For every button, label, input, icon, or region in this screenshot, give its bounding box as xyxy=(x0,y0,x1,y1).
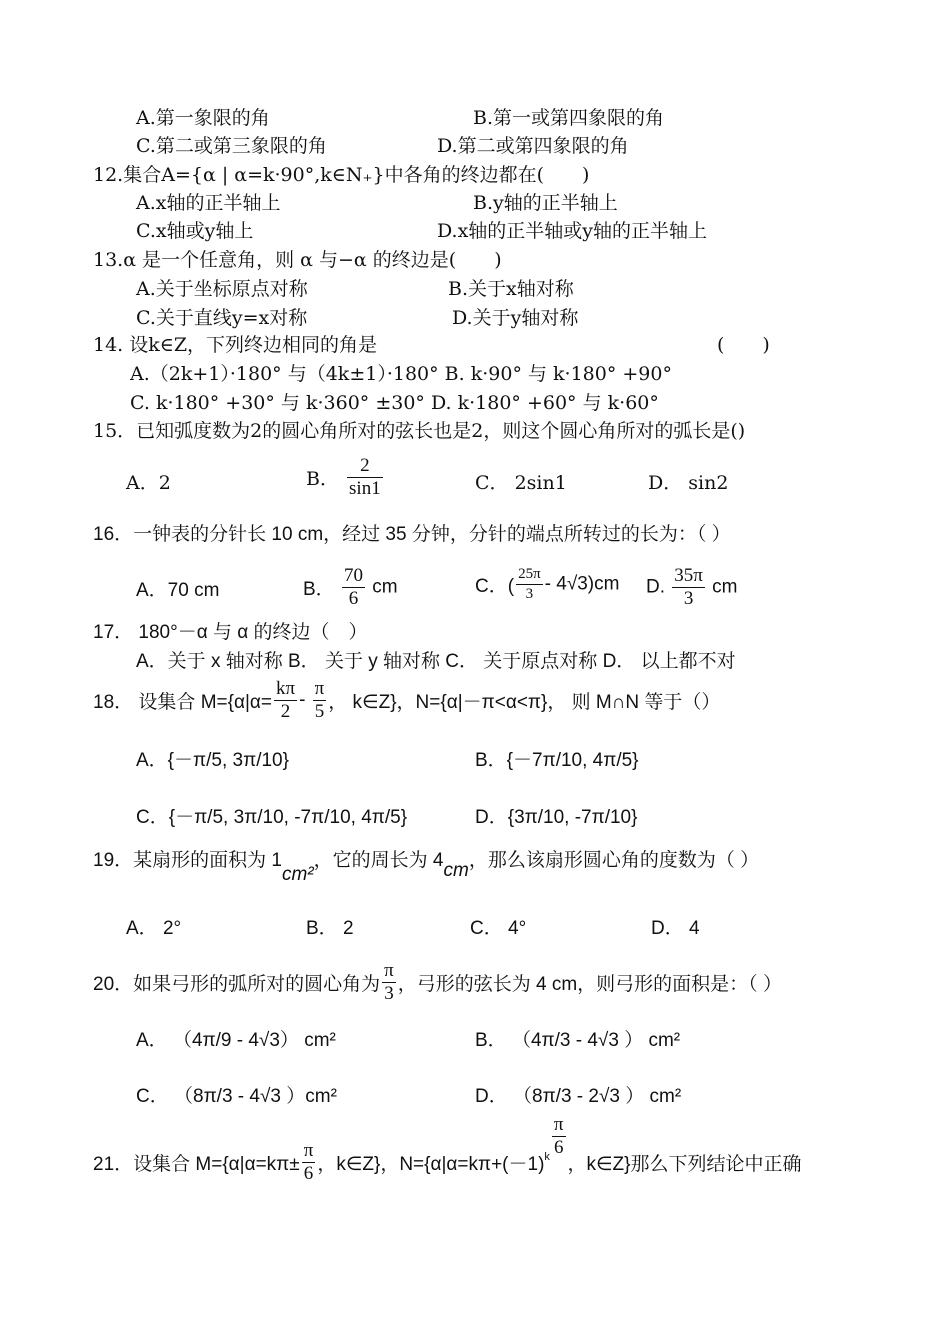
q16-option-b-unit: cm xyxy=(372,576,398,598)
q13-option-c: C.关于直线y=x对称 xyxy=(136,307,308,329)
q18-stem xyxy=(93,678,720,723)
q17-options: A．关于 x 轴对称 B． 关于 y 轴对称 C． 关于原点对称 D． 以上都不对 xyxy=(136,651,736,672)
q18-stem-c: ， k∈Z}，N={α|－π<α<π}， 则 M∩N 等于（） xyxy=(328,692,721,713)
q14-answer-paren: ( ) xyxy=(717,334,770,356)
q20-stem-a: 20．如果弓形的弧所对的圆心角为 xyxy=(93,974,381,995)
q18-option-a: A．{－π/5, 3π/10} xyxy=(136,750,289,771)
q19-unit-cm: cm xyxy=(443,860,469,881)
q18-stem-b: - xyxy=(299,689,311,711)
q19-option-d: D． 4 xyxy=(651,918,700,939)
q20-option-c: C． （8π/3 - 4√3 ）cm² xyxy=(136,1086,337,1107)
q20-f-den: 3 xyxy=(384,983,394,1004)
q20-f-num: π xyxy=(384,960,394,981)
q13-option-b: B.关于x轴对称 xyxy=(448,278,574,300)
q15-option-c: C． 2sin1 xyxy=(475,472,567,494)
q16-option-c-label: C．( xyxy=(475,576,515,597)
q21-f2-den: 6 xyxy=(553,1137,564,1158)
q15-option-a: A．2 xyxy=(126,472,171,494)
q16-option-c-tail: - 4√3)cm xyxy=(544,573,620,595)
q15-b-numerator: 2 xyxy=(347,455,383,478)
q16-d-denominator: 3 xyxy=(683,588,694,609)
q16-option-b-label: B． xyxy=(303,579,335,600)
q13-stem: 13.α 是一个任意角，则 α 与−α 的终边是( ) xyxy=(93,249,502,271)
q16-option-d-label: D. xyxy=(646,576,665,598)
q18-f2-den: 5 xyxy=(314,701,325,722)
q12-option-c: C.x轴或y轴上 xyxy=(136,220,254,242)
q15-option-b-label: B． xyxy=(306,468,339,490)
q16-option-d xyxy=(646,565,737,610)
q21-f-num: π xyxy=(303,1140,314,1161)
q14-stem: 14. 设k∈Z，下列终边相同的角是 xyxy=(93,334,378,356)
q19-stem-b: ，它的周长为 4 xyxy=(313,850,444,871)
q19-stem-a: 19．某扇形的面积为 1 xyxy=(93,850,282,871)
q21-stem-c: ，k∈Z}那么下列结论中正确 xyxy=(567,1154,802,1175)
q21-f2-num: π xyxy=(553,1114,564,1135)
q21-stem-a: 21．设集合 M={α|α=kπ± xyxy=(93,1154,300,1175)
q21-stem-b: ，k∈Z}，N={α|α=kπ+(－1) xyxy=(317,1154,545,1175)
q14-options-ab: A.（2k+1）·180° 与（4k±1）·180° B. k·90° 与 k·180° +90° xyxy=(130,363,672,385)
q11-option-b: B.第一或第四象限的角 xyxy=(473,107,665,129)
q18-stem-a: 18． 设集合 M={α|α= xyxy=(93,692,272,713)
q18-f1-den: 2 xyxy=(280,701,291,722)
q16-option-b-fraction xyxy=(342,565,365,610)
q11-option-d: D.第二或第四象限的角 xyxy=(437,135,629,157)
q16-option-d-fraction xyxy=(672,565,705,610)
q16-option-d-unit: cm xyxy=(712,576,738,598)
q16-b-numerator: 70 xyxy=(343,565,363,586)
q15-b-denominator: sin1 xyxy=(349,478,381,499)
q13-option-a: A.关于坐标原点对称 xyxy=(136,278,308,300)
q16-option-a: A．70 cm xyxy=(136,580,220,601)
q20-frac-pi-over-3 xyxy=(382,960,396,1005)
q13-option-d: D.关于y轴对称 xyxy=(452,307,579,329)
q19-stem xyxy=(93,848,760,885)
q15-option-d: D． sin2 xyxy=(648,472,729,494)
q11-option-a: A.第一象限的角 xyxy=(136,107,270,129)
q19-option-a: A． 2° xyxy=(126,918,182,939)
q18-f1-num: kπ xyxy=(275,678,296,699)
q15-option-b-fraction xyxy=(347,455,383,500)
q19-option-c: C． 4° xyxy=(470,918,527,939)
q20-stem xyxy=(93,960,782,1005)
q14-options-cd: C. k·180° +30° 与 k·360° ±30° D. k·180° +60° 与 k·60° xyxy=(130,392,659,414)
q16-d-numerator: 35π xyxy=(674,565,703,586)
q16-option-c xyxy=(475,565,619,604)
q18-frac-k-pi-over-2 xyxy=(274,678,297,723)
q12-stem: 12.集合A={α | α=k·90°,k∈N₊}中各角的终边都在( ) xyxy=(93,164,590,186)
q20-stem-b: ，弓形的弦长为 4 cm，则弓形的面积是：（ ） xyxy=(397,974,782,995)
q16-option-c-fraction xyxy=(516,565,543,604)
q16-b-denominator: 6 xyxy=(348,588,359,609)
q19-option-b: B． 2 xyxy=(306,918,354,939)
q15-stem: 15．已知弧度数为2的圆心角所对的弦长也是2，则这个圆心角所对的弧长是() xyxy=(93,420,746,442)
q19-stem-c: ，那么该扇形圆心角的度数为（ ） xyxy=(468,850,760,871)
q19-unit-cm2: cm² xyxy=(281,864,314,885)
q16-c-denominator: 3 xyxy=(525,586,534,602)
q20-option-b: B． （4π/3 - 4√3 ） cm² xyxy=(475,1030,681,1051)
q21-frac-pi-over-6-a xyxy=(302,1140,316,1185)
q21-exponent-k: k xyxy=(544,1150,550,1163)
q12-option-b: B.y轴的正半轴上 xyxy=(473,192,618,214)
q11-option-c: C.第二或第三象限的角 xyxy=(136,135,327,157)
q20-option-a: A． （4π/9 - 4√3） cm² xyxy=(136,1030,336,1051)
q15-option-b xyxy=(306,455,385,500)
q12-option-a: A.x轴的正半轴上 xyxy=(136,192,281,214)
q20-option-d: D． （8π/3 - 2√3 ） cm² xyxy=(475,1086,682,1107)
q12-option-d: D.x轴的正半轴或y轴的正半轴上 xyxy=(437,220,708,242)
q16-option-b xyxy=(303,565,398,610)
q16-stem: 16．一钟表的分针长 10 cm，经过 35 分钟，分针的端点所转过的长为：（ ） xyxy=(93,524,731,545)
q18-option-b: B．{－7π/10, 4π/5} xyxy=(475,750,639,771)
q18-f2-num: π xyxy=(314,678,325,699)
q18-option-c: C．{－π/5, 3π/10, -7π/10, 4π/5} xyxy=(136,807,408,828)
q18-frac-pi-over-5 xyxy=(313,678,327,723)
q17-stem: 17． 180°－α 与 α 的终边（ ） xyxy=(93,622,368,643)
q21-frac-pi-over-6-b xyxy=(552,1114,566,1159)
q16-c-numerator: 25π xyxy=(516,565,543,585)
q21-f-den: 6 xyxy=(303,1163,314,1184)
q21-stem xyxy=(93,1114,802,1185)
q18-option-d: D．{3π/10, -7π/10} xyxy=(475,807,638,828)
